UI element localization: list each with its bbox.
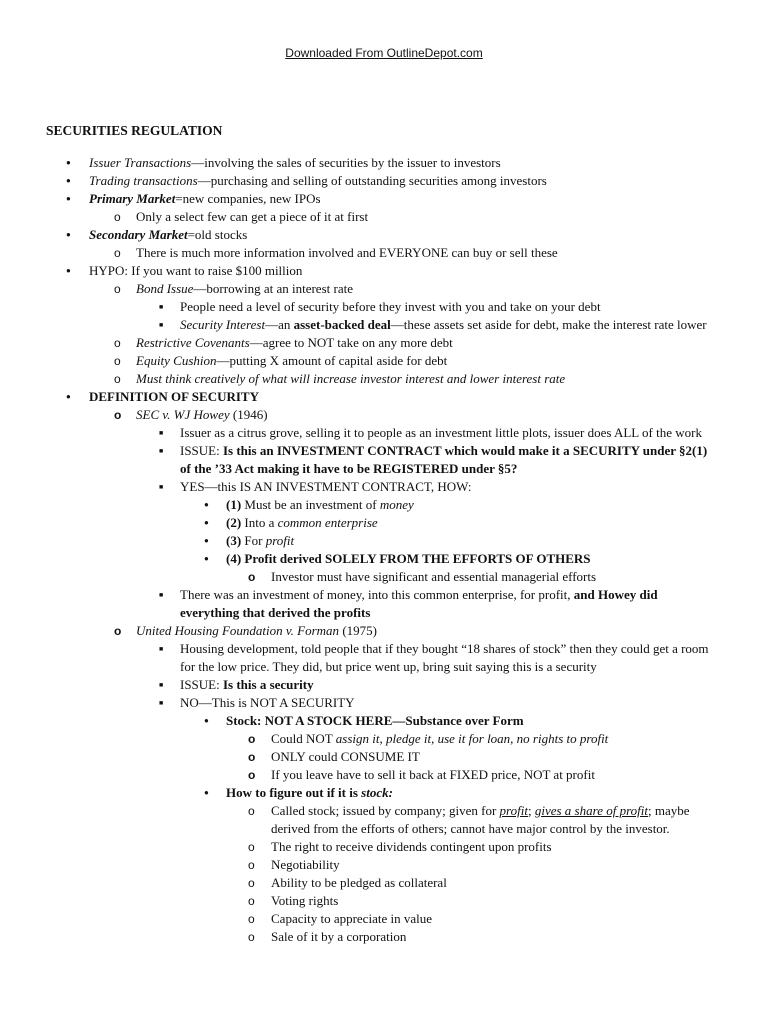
outline-item: o United Housing Foundation v. Forman (1975) xyxy=(0,622,768,640)
square-bullet-icon xyxy=(159,694,163,714)
circle-bullet-icon xyxy=(248,568,255,586)
outline-item: ■ There was an investment of money, into this common enterprise, for profit, and Howey did everything that derived the profits xyxy=(0,586,720,622)
circle-bullet-icon xyxy=(248,802,255,820)
outline-item: ● (4) Profit derived SOLELY FROM THE EFFORTS OF OTHERS xyxy=(0,550,768,568)
circle-bullet-icon xyxy=(248,874,255,892)
bullet-icon xyxy=(66,388,71,408)
outline-item: o The right to receive dividends contingent upon profits xyxy=(0,838,768,856)
bullet-icon xyxy=(204,532,209,552)
outline-item: o Called stock; issued by company; given for profit; gives a share of profit; maybe derived from the efforts of others; cannot have major control by the investor. xyxy=(0,802,721,838)
outline-body xyxy=(0,154,768,946)
outline-item: ● DEFINITION OF SECURITY xyxy=(0,388,768,406)
circle-bullet-icon xyxy=(248,748,255,766)
outline-item: ■ Security Interest—an asset-backed deal—these assets set aside for debt, make the interest rate lower xyxy=(0,316,720,334)
outline-item: ● Secondary Market=old stocks xyxy=(0,226,768,244)
page-title: SECURITIES REGULATION xyxy=(46,123,223,138)
outline-item: ■ People need a level of security before they invest with you and take on your debt xyxy=(0,298,768,316)
outline-item: o Capacity to appreciate in value xyxy=(0,910,768,928)
bullet-icon xyxy=(204,784,209,804)
bullet-icon xyxy=(66,154,71,174)
circle-bullet-icon xyxy=(114,406,121,424)
outline-item: o Bond Issue—borrowing at an interest rate xyxy=(0,280,768,298)
outline-item: ■ ISSUE: Is this an INVESTMENT CONTRACT which would make it a SECURITY under §2(1) of the ’33 Act making it have to be REGISTERED under §5? xyxy=(0,442,720,478)
bullet-icon xyxy=(66,226,71,246)
outline-item: ● Issuer Transactions—involving the sales of securities by the issuer to investors xyxy=(0,154,768,172)
outline-item: o Investor must have significant and essential managerial efforts xyxy=(0,568,768,586)
outline-item: o Equity Cushion—putting X amount of capital aside for debt xyxy=(0,352,768,370)
circle-bullet-icon xyxy=(248,730,255,748)
square-bullet-icon xyxy=(159,676,163,696)
outline-item: ● Stock: NOT A STOCK HERE—Substance over Form xyxy=(0,712,768,730)
square-bullet-icon xyxy=(159,298,163,318)
outline-item: o Could NOT assign it, pledge it, use it for loan, no rights to profit xyxy=(0,730,768,748)
outline-item: o SEC v. WJ Howey (1946) xyxy=(0,406,768,424)
circle-bullet-icon xyxy=(114,622,121,640)
outline-item: o There is much more information involved and EVERYONE can buy or sell these xyxy=(0,244,768,262)
outline-item: o Only a select few can get a piece of it at first xyxy=(0,208,768,226)
circle-bullet-icon xyxy=(114,370,121,388)
bullet-icon xyxy=(66,172,71,192)
circle-bullet-icon xyxy=(114,208,121,226)
bullet-icon xyxy=(66,262,71,282)
circle-bullet-icon xyxy=(248,910,255,928)
circle-bullet-icon xyxy=(248,766,255,784)
outline-item: o Must think creatively of what will increase investor interest and lower interest rate xyxy=(0,370,768,388)
bullet-icon xyxy=(66,190,71,210)
circle-bullet-icon xyxy=(114,244,121,262)
outline-item: ■ Housing development, told people that if they bought “18 shares of stock” then they could get a room for the low price. They did, but price went up, bring suit saying this is a security xyxy=(0,640,720,676)
square-bullet-icon xyxy=(159,640,163,660)
circle-bullet-icon xyxy=(114,334,121,352)
square-bullet-icon xyxy=(159,316,163,336)
outline-item: ● Primary Market=new companies, new IPOs xyxy=(0,190,768,208)
outline-item: ● (2) Into a common enterprise xyxy=(0,514,768,532)
circle-bullet-icon xyxy=(248,928,255,946)
bullet-icon xyxy=(204,550,209,570)
outline-item: o Negotiability xyxy=(0,856,768,874)
outline-item: ● Trading transactions—purchasing and selling of outstanding securities among investors xyxy=(0,172,768,190)
circle-bullet-icon xyxy=(114,280,121,298)
square-bullet-icon xyxy=(159,424,163,444)
outline-item: o ONLY could CONSUME IT xyxy=(0,748,768,766)
outline-item: ■ Issuer as a citrus grove, selling it to people as an investment little plots, issuer does ALL of the work xyxy=(0,424,720,442)
circle-bullet-icon xyxy=(248,892,255,910)
bullet-icon xyxy=(204,514,209,534)
square-bullet-icon xyxy=(159,586,163,606)
circle-bullet-icon xyxy=(114,352,121,370)
square-bullet-icon xyxy=(159,442,163,462)
outline-item: o Sale of it by a corporation xyxy=(0,928,768,946)
outline-item: ● HYPO: If you want to raise $100 million xyxy=(0,262,768,280)
bullet-icon xyxy=(204,712,209,732)
outline-item: ■ ISSUE: Is this a security xyxy=(0,676,768,694)
outline-item: o Restrictive Covenants—agree to NOT take on any more debt xyxy=(0,334,768,352)
outline-item: ■ NO—This is NOT A SECURITY xyxy=(0,694,768,712)
outline-item: ■ YES—this IS AN INVESTMENT CONTRACT, HOW: xyxy=(0,478,768,496)
page-header[interactable]: Downloaded From OutlineDepot.com xyxy=(285,46,483,60)
outline-item: ● (3) For profit xyxy=(0,532,768,550)
outline-item: o Ability to be pledged as collateral xyxy=(0,874,768,892)
square-bullet-icon xyxy=(159,478,163,498)
outline-item: o If you leave have to sell it back at FIXED price, NOT at profit xyxy=(0,766,768,784)
outline-item: ● (1) Must be an investment of money xyxy=(0,496,768,514)
circle-bullet-icon xyxy=(248,838,255,856)
outline-item: o Voting rights xyxy=(0,892,768,910)
circle-bullet-icon xyxy=(248,856,255,874)
bullet-icon xyxy=(204,496,209,516)
outline-item: ● How to figure out if it is stock: xyxy=(0,784,768,802)
